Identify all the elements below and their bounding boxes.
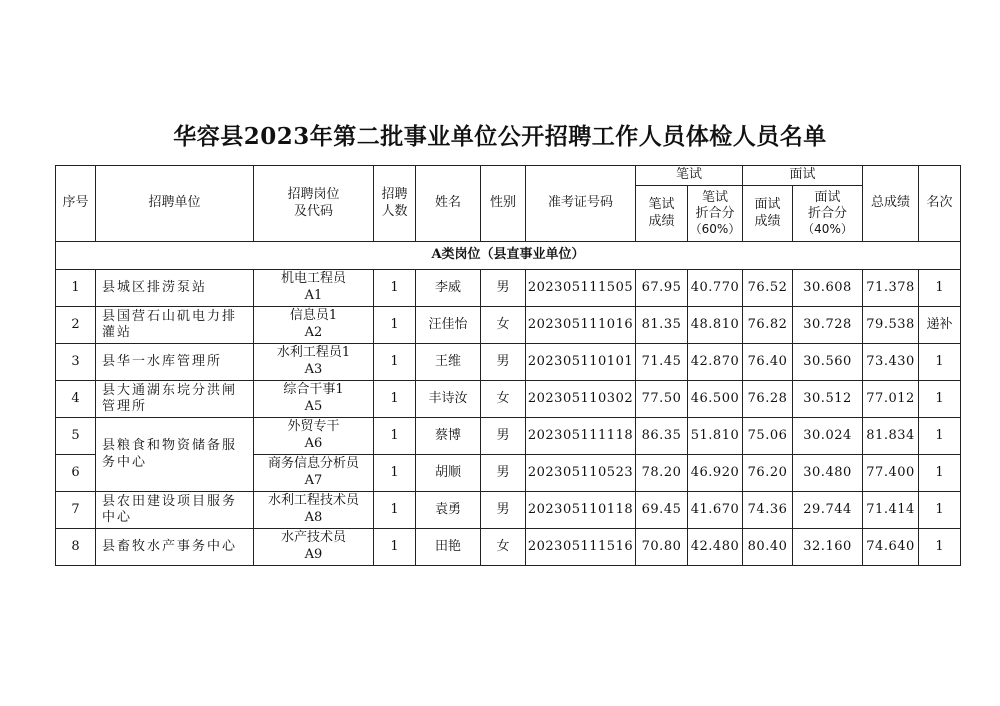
- table-row: [56, 307, 961, 344]
- total-cell: 74.640: [863, 529, 919, 566]
- total-cell: 71.378: [863, 270, 919, 307]
- interview-score-cell: 76.20: [743, 455, 793, 492]
- header-rank: 名次: [919, 166, 961, 242]
- table-row: [56, 270, 961, 307]
- seq-cell: 7: [56, 492, 96, 529]
- gender-cell: 女: [481, 381, 526, 418]
- gender-cell: 男: [481, 344, 526, 381]
- written-score-cell: 69.45: [636, 492, 688, 529]
- header-interview-group: 面试: [743, 166, 863, 186]
- written-score-cell: 70.80: [636, 529, 688, 566]
- interview-score-cell: 75.06: [743, 418, 793, 455]
- position-cell: 商务信息分析员 A7: [254, 455, 374, 492]
- position-cell: 机电工程员 A1: [254, 270, 374, 307]
- written-converted-cell: 46.920: [688, 455, 743, 492]
- name-cell: 袁勇: [416, 492, 481, 529]
- position-cell: 外贸专干 A6: [254, 418, 374, 455]
- table-row: [56, 492, 961, 529]
- candidate-table: [55, 165, 961, 566]
- name-cell: 王维: [416, 344, 481, 381]
- interview-converted-cell: 30.728: [793, 307, 863, 344]
- exam-no-cell: 202305111516: [526, 529, 636, 566]
- rank-cell: 1: [919, 270, 961, 307]
- header-gender: 性别: [481, 166, 526, 242]
- rank-cell: 1: [919, 455, 961, 492]
- interview-score-cell: 80.40: [743, 529, 793, 566]
- written-converted-cell: 46.500: [688, 381, 743, 418]
- total-cell: 81.834: [863, 418, 919, 455]
- interview-converted-cell: 30.560: [793, 344, 863, 381]
- seq-cell: 2: [56, 307, 96, 344]
- interview-score-cell: 76.40: [743, 344, 793, 381]
- exam-no-cell: 202305110523: [526, 455, 636, 492]
- interview-score-cell: 74.36: [743, 492, 793, 529]
- unit-cell: 县国营石山矶电力排灌站: [96, 307, 254, 344]
- position-cell: 水利工程技术员 A8: [254, 492, 374, 529]
- rank-cell: 1: [919, 344, 961, 381]
- exam-no-cell: 202305110302: [526, 381, 636, 418]
- seq-cell: 3: [56, 344, 96, 381]
- exam-no-cell: 202305111016: [526, 307, 636, 344]
- interview-converted-cell: 30.512: [793, 381, 863, 418]
- interview-score-cell: 76.82: [743, 307, 793, 344]
- written-converted-cell: 42.480: [688, 529, 743, 566]
- name-cell: 李威: [416, 270, 481, 307]
- name-cell: 胡顺: [416, 455, 481, 492]
- section-row: [56, 242, 961, 270]
- unit-cell: 县农田建设项目服务中心: [96, 492, 254, 529]
- table-row: [56, 344, 961, 381]
- written-converted-cell: 41.670: [688, 492, 743, 529]
- unit-cell: 县畜牧水产事务中心: [96, 529, 254, 566]
- rank-cell: 1: [919, 381, 961, 418]
- section-title: A类岗位（县直事业单位）: [56, 242, 961, 270]
- interview-converted-cell: 30.608: [793, 270, 863, 307]
- interview-converted-cell: 30.480: [793, 455, 863, 492]
- total-cell: 73.430: [863, 344, 919, 381]
- name-cell: 汪佳怡: [416, 307, 481, 344]
- header-interview-converted: 面试 折合分 （40%）: [793, 186, 863, 242]
- seq-cell: 5: [56, 418, 96, 455]
- table-row: [56, 529, 961, 566]
- name-cell: 丰诗汝: [416, 381, 481, 418]
- count-cell: 1: [374, 381, 416, 418]
- written-score-cell: 86.35: [636, 418, 688, 455]
- total-cell: 71.414: [863, 492, 919, 529]
- written-converted-cell: 42.870: [688, 344, 743, 381]
- header-unit: 招聘单位: [96, 166, 254, 242]
- written-score-cell: 81.35: [636, 307, 688, 344]
- total-cell: 77.400: [863, 455, 919, 492]
- position-cell: 水利工程员1 A3: [254, 344, 374, 381]
- written-score-cell: 77.50: [636, 381, 688, 418]
- count-cell: 1: [374, 455, 416, 492]
- header-total: 总成绩: [863, 166, 919, 242]
- header-exam-no: 准考证号码: [526, 166, 636, 242]
- header-position: 招聘岗位 及代码: [254, 166, 374, 242]
- count-cell: 1: [374, 492, 416, 529]
- count-cell: 1: [374, 529, 416, 566]
- written-converted-cell: 51.810: [688, 418, 743, 455]
- written-converted-cell: 48.810: [688, 307, 743, 344]
- interview-converted-cell: 30.024: [793, 418, 863, 455]
- seq-cell: 1: [56, 270, 96, 307]
- gender-cell: 男: [481, 492, 526, 529]
- rank-cell: 1: [919, 529, 961, 566]
- seq-cell: 6: [56, 455, 96, 492]
- exam-no-cell: 202305111505: [526, 270, 636, 307]
- interview-score-cell: 76.52: [743, 270, 793, 307]
- position-cell: 综合干事1 A5: [254, 381, 374, 418]
- name-cell: 田艳: [416, 529, 481, 566]
- rank-cell: 1: [919, 492, 961, 529]
- gender-cell: 男: [481, 270, 526, 307]
- name-cell: 蔡博: [416, 418, 481, 455]
- table-row: [56, 418, 961, 455]
- gender-cell: 男: [481, 455, 526, 492]
- interview-converted-cell: 29.744: [793, 492, 863, 529]
- count-cell: 1: [374, 344, 416, 381]
- exam-no-cell: 202305110101: [526, 344, 636, 381]
- interview-converted-cell: 32.160: [793, 529, 863, 566]
- header-written-converted: 笔试 折合分 （60%）: [688, 186, 743, 242]
- header-row-top: [56, 166, 961, 186]
- written-score-cell: 78.20: [636, 455, 688, 492]
- position-cell: 水产技术员 A9: [254, 529, 374, 566]
- unit-cell: 县华一水库管理所: [96, 344, 254, 381]
- rank-cell: 递补: [919, 307, 961, 344]
- written-converted-cell: 40.770: [688, 270, 743, 307]
- gender-cell: 女: [481, 529, 526, 566]
- header-interview-score: 面试 成绩: [743, 186, 793, 242]
- unit-cell: 县城区排涝泵站: [96, 270, 254, 307]
- rank-cell: 1: [919, 418, 961, 455]
- written-score-cell: 67.95: [636, 270, 688, 307]
- count-cell: 1: [374, 418, 416, 455]
- position-cell: 信息员1 A2: [254, 307, 374, 344]
- seq-cell: 4: [56, 381, 96, 418]
- unit-cell: 县粮食和物资储备服务中心: [96, 418, 254, 492]
- header-written-score: 笔试 成绩: [636, 186, 688, 242]
- document-title: 华容县2023年第二批事业单位公开招聘工作人员体检人员名单: [173, 123, 827, 150]
- table-row: [56, 381, 961, 418]
- gender-cell: 男: [481, 418, 526, 455]
- written-score-cell: 71.45: [636, 344, 688, 381]
- gender-cell: 女: [481, 307, 526, 344]
- header-name: 姓名: [416, 166, 481, 242]
- total-cell: 77.012: [863, 381, 919, 418]
- unit-cell: 县大通湖东垸分洪闸管理所: [96, 381, 254, 418]
- exam-no-cell: 202305110118: [526, 492, 636, 529]
- count-cell: 1: [374, 270, 416, 307]
- exam-no-cell: 202305111118: [526, 418, 636, 455]
- interview-score-cell: 76.28: [743, 381, 793, 418]
- total-cell: 79.538: [863, 307, 919, 344]
- header-count: 招聘 人数: [374, 166, 416, 242]
- header-seq: 序号: [56, 166, 96, 242]
- seq-cell: 8: [56, 529, 96, 566]
- header-written-group: 笔试: [636, 166, 743, 186]
- count-cell: 1: [374, 307, 416, 344]
